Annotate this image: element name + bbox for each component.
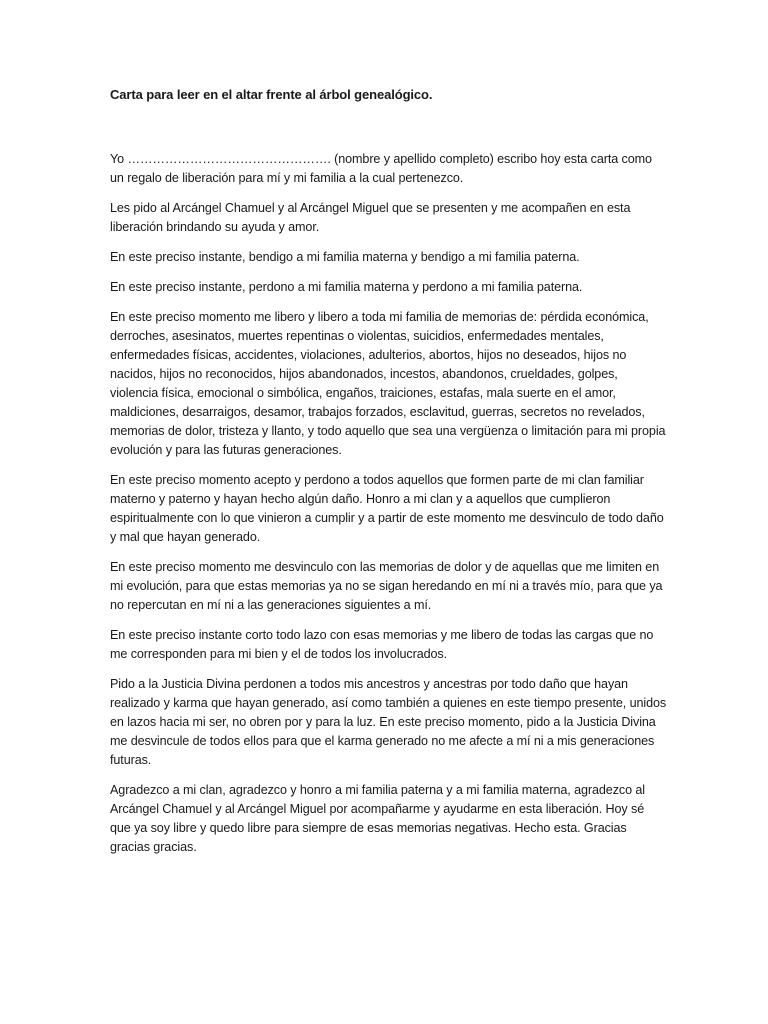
document-title: Carta para leer en el altar frente al árbol genealógico.: [110, 87, 433, 102]
paragraph-bless: En este preciso instante, bendigo a mi familia materna y bendigo a mi familia paterna.: [110, 250, 580, 264]
paragraph-accept-clan: En este preciso momento acepto y perdono a todos aquellos que formen parte de mi clan familiar materno y paterno y hayan hecho algún daño. Honro a mi clan y a aquellos que cumplieron espiritualmente con lo que vinieron a cumplir y a partir de este momento me desvinculo de todo daño y mal que hayan generado.: [110, 473, 664, 544]
paragraph-intro: Yo …………………………………………. (nombre y apellido completo) escribo hoy esta carta como un regalo de liberación para mí y mi familia a la cual pertenezco.: [110, 152, 652, 185]
document-page: [110, 85, 668, 868]
paragraph-cut-ties: En este preciso instante corto todo lazo con esas memorias y me libero de todas las cargas que no me corresponden para mi bien y el de todos los involucrados.: [110, 628, 654, 661]
paragraph-divine-justice: Pido a la Justicia Divina perdonen a todos mis ancestros y ancestras por todo daño que hayan realizado y karma que hayan generado, así como también a quienes en este tiempo presente, unidos en lazos hacia mi ser, no obren por y para la luz. En este preciso momento, pido a la Justicia Divina me desvincule de todos ellos para que el karma generado no me afecte a mí ni a mis generaciones futuras.: [110, 677, 667, 767]
paragraph-unlink-memories: En este preciso momento me desvinculo con las memorias de dolor y de aquellas que me limiten en mi evolución, para que estas memorias ya no se sigan heredando en mí ni a través mío, para que ya no repercutan en mí ni a las generaciones siguientes a mí.: [110, 560, 663, 612]
paragraph-archangels: Les pido al Arcángel Chamuel y al Arcángel Miguel que se presenten y me acompañen en esta liberación brindando su ayuda y amor.: [110, 201, 631, 234]
paragraph-forgive: En este preciso instante, perdono a mi familia materna y perdono a mi familia paterna.: [110, 280, 583, 294]
paragraph-release-memories: En este preciso momento me libero y libero a toda mi familia de memorias de: pérdida económica, derroches, asesinatos, muertes repentinas o violentas, suicidios, enfermedades mentales, enfermedades físicas, accidentes, violaciones, adulterios, abortos, hijos no deseados, hijos no nacidos, hijos no reconocidos, hijos abandonados, incestos, abandonos, crueldades, golpes, violencia física, emocional o simbólica, engaños, traiciones, estafas, mala suerte en el amor, maldiciones, desarraigos, desamor, trabajos forzados, esclavitud, guerras, secretos no revelados, memorias de dolor, tristeza y llanto, y todo aquello que sea una vergüenza o limitación para mi propia evolución y para las futuras generaciones.: [110, 310, 666, 457]
paragraph-gratitude: Agradezco a mi clan, agradezco y honro a mi familia paterna y a mi familia materna, agradezco al Arcángel Chamuel y al Arcángel Miguel por acompañarme y ayudarme en esta liberación. Hoy sé que ya soy libre y quedo libre para siempre de esas memorias negativas. Hecho esta. Gracias gracias gracias.: [110, 783, 645, 854]
